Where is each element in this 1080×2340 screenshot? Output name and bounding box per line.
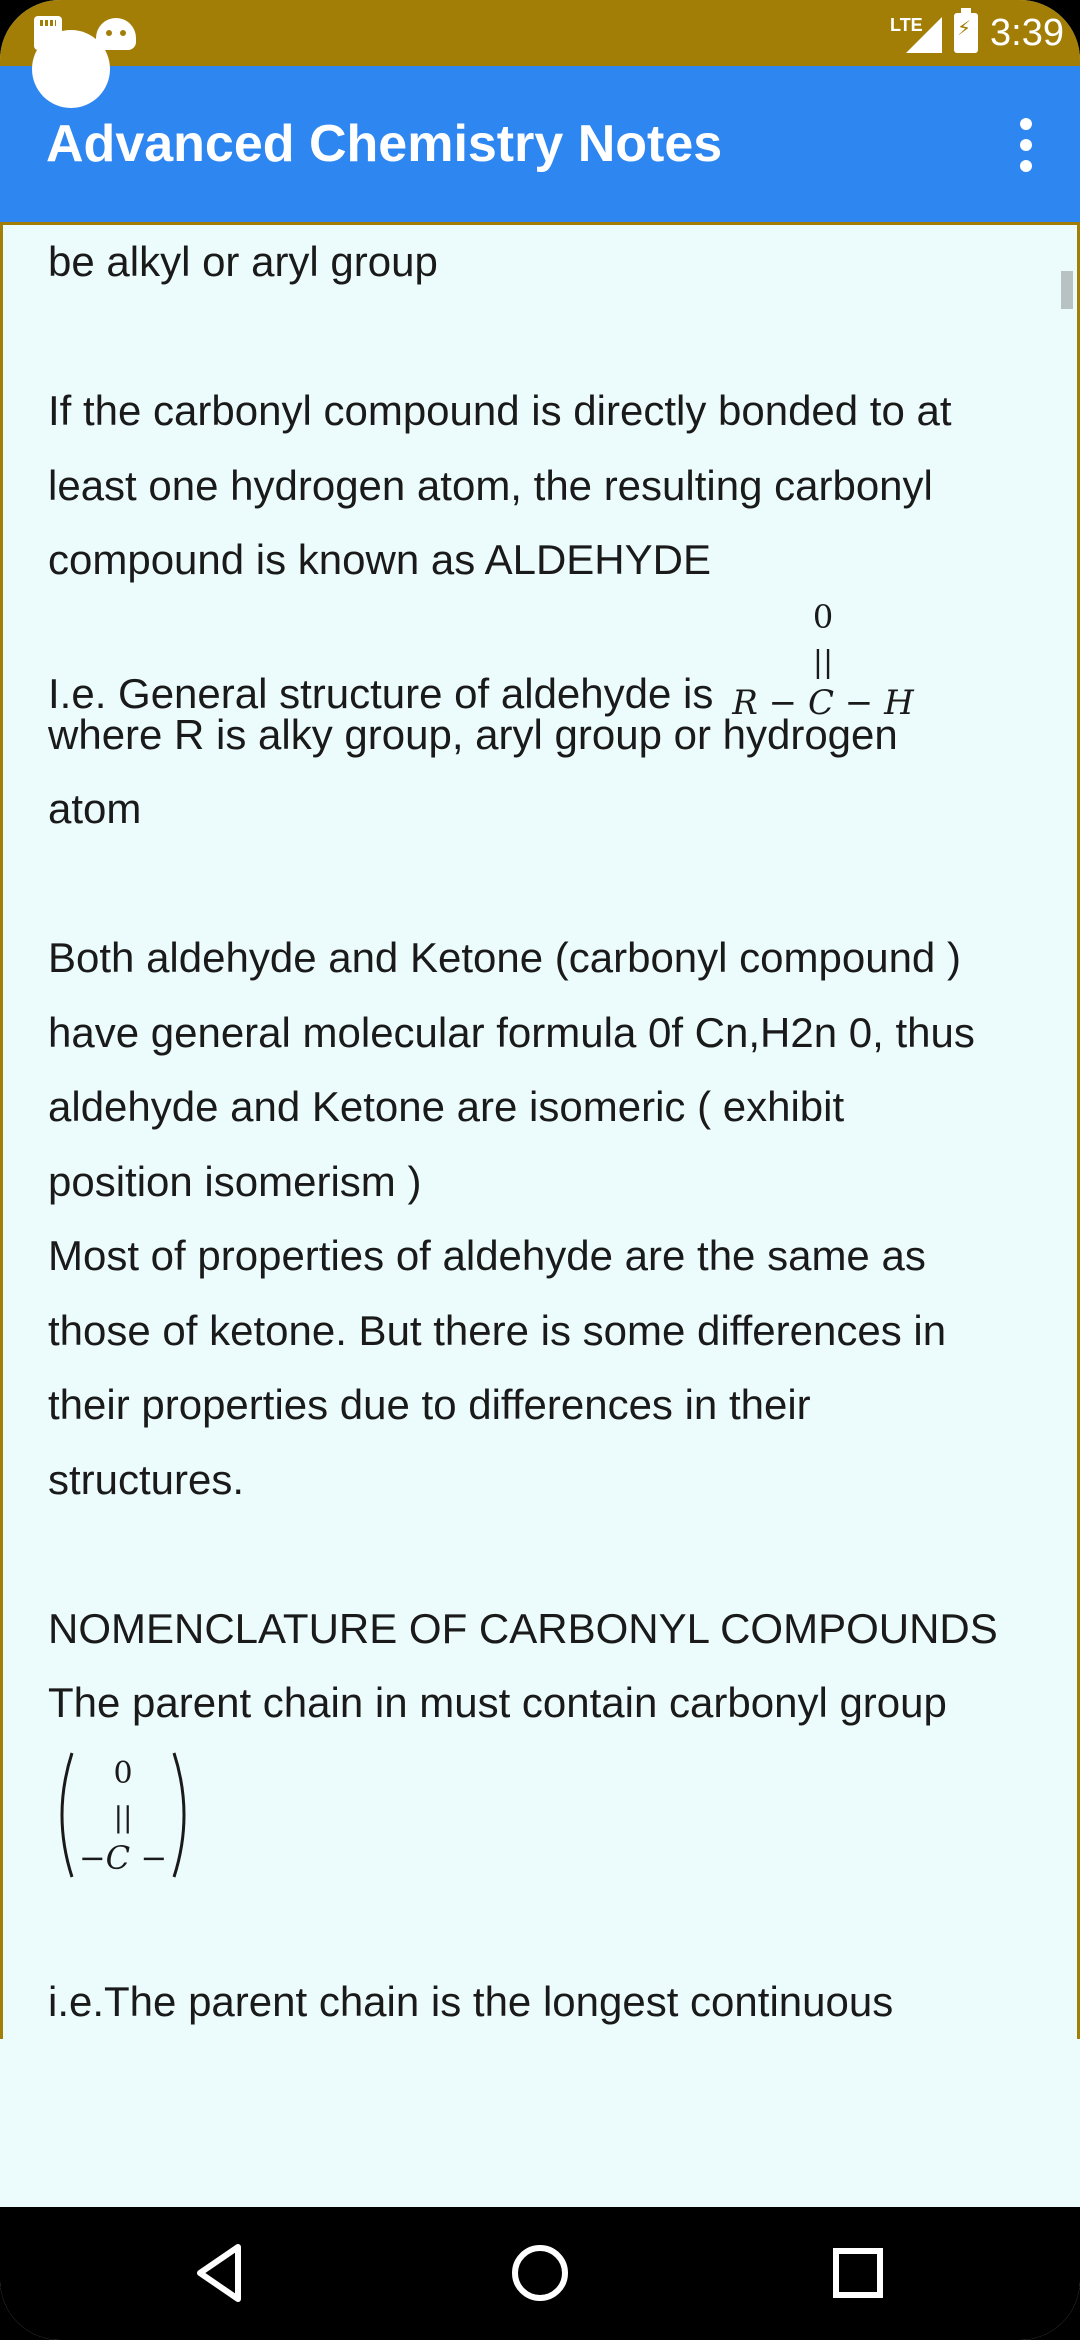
text-line: least one hydrogen atom, the resulting carbonyl [48, 461, 933, 509]
battery-charging-icon [954, 13, 978, 53]
home-icon[interactable] [504, 2237, 576, 2309]
status-clock: 3:39 [990, 11, 1064, 54]
text-line: i.e.The parent chain is the longest continuous [48, 1978, 894, 2025]
formula-top: 0 [113, 1755, 133, 1791]
back-icon[interactable] [186, 2237, 258, 2309]
status-right-icons [890, 6, 1064, 60]
more-vert-icon[interactable] [996, 110, 1056, 180]
notes-text [48, 225, 1038, 2040]
formula-bond: || [113, 1800, 133, 1834]
text-line [48, 597, 1038, 718]
network-type: LTE [890, 15, 923, 35]
app-title: Advanced Chemistry Notes [46, 115, 723, 173]
text-line: Most of properties of aldehyde are the same as [48, 1232, 926, 1279]
text-line: If the carbonyl compound is directly bonded to at [48, 387, 952, 434]
navigation-bar [0, 2207, 1080, 2340]
formula-bottom: −C − [78, 1838, 168, 1877]
signal-icon [890, 9, 942, 57]
text-line: atom [48, 785, 142, 832]
text-line: where R is alky group, aryl group or hydrogen [48, 710, 898, 758]
notes-webview[interactable] [0, 222, 1080, 2042]
empty-area [0, 2039, 1080, 2207]
text-line: have general molecular formula 0f Cn,H2n 0, thus [48, 1008, 975, 1056]
text-line: position isomerism ) [48, 1157, 422, 1205]
floating-overlay-dot[interactable] [32, 30, 110, 108]
text-line: their properties due to differences in their [48, 1381, 811, 1428]
text-line: compound is known as ALDEHYDE [48, 536, 711, 583]
text-line: structures. [48, 1455, 245, 1503]
text-line-segment: I.e. General structure of aldehyde is [48, 669, 714, 717]
text-line: those of ketone. But there is some differences in [48, 1306, 947, 1354]
text-line: Both aldehyde and Ketone (carbonyl compound ) [48, 934, 961, 981]
formula-top: 0 [813, 597, 834, 636]
text-line: The parent chain in must contain carbonyl group [48, 1679, 947, 1726]
app-bar [0, 66, 1080, 222]
text-line: be alkyl or aryl group [48, 238, 438, 285]
formula-bond: || [813, 644, 834, 680]
recents-icon[interactable] [822, 2237, 894, 2309]
scrollbar-thumb[interactable] [1061, 271, 1073, 309]
carbonyl-group-formula [48, 1745, 1038, 1891]
formula-bottom: R − C − H [732, 682, 915, 718]
text-line: aldehyde and Ketone are isomeric ( exhibit [48, 1083, 845, 1130]
section-heading: NOMENCLATURE OF CARBONYL COMPOUNDS [48, 1604, 998, 1652]
status-bar [0, 0, 1080, 66]
